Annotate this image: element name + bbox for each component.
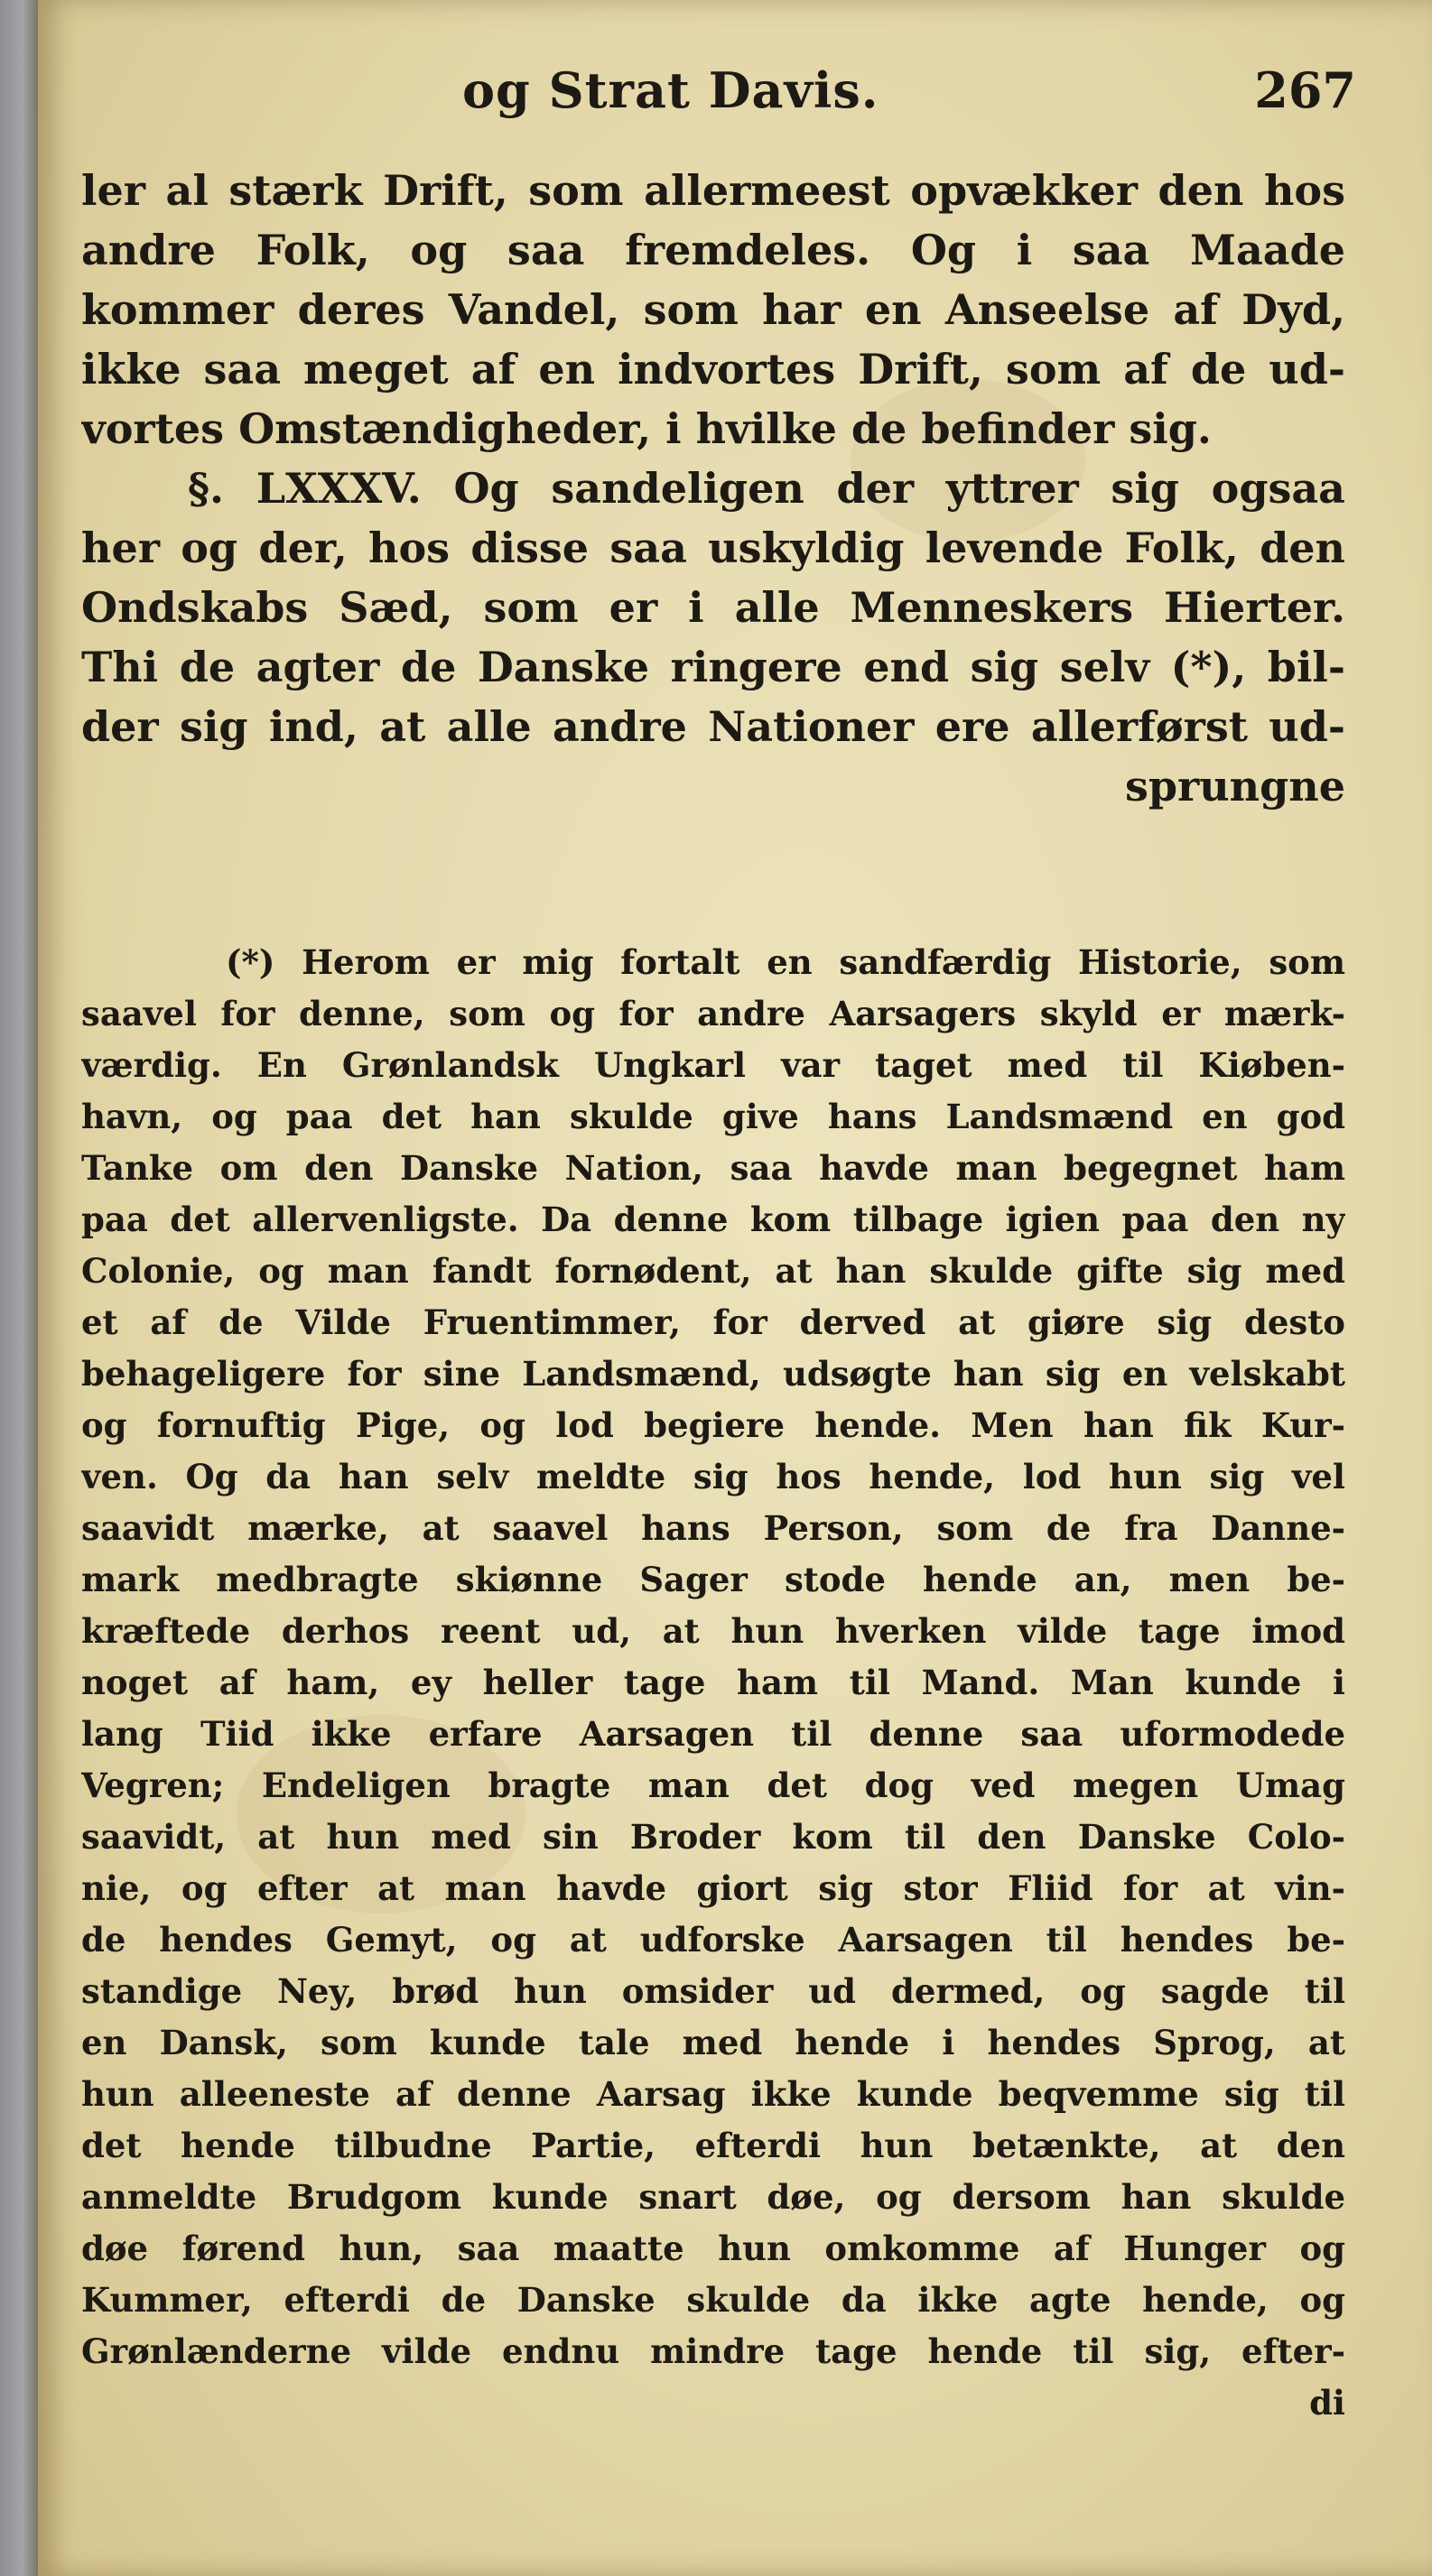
footnote-line: et af de Vilde Fruentimmer, for derved at giøre sig desto: [81, 1302, 1345, 1342]
footnote-line: Grønlænderne vilde endnu mindre tage hende til sig, efter-: [81, 2331, 1345, 2371]
footnote-line: (*) Herom er mig fortalt en sandfærdig Historie, som: [226, 942, 1345, 982]
footnote-line: hun alleeneste af denne Aarsag ikke kunde beqvemme sig til: [81, 2074, 1345, 2114]
footnote-line: og fornuftig Pige, og lod begiere hende. Men han fik Kur-: [81, 1405, 1345, 1445]
text-line: andre Folk, og saa fremdeles. Og i saa Maade: [81, 226, 1345, 274]
footnote-line: Vegren; Endeligen bragte man det dog ved megen Umag: [81, 1765, 1345, 1805]
footnote-line: Tanke om den Danske Nation, saa havde man begegnet ham: [81, 1148, 1345, 1188]
footnote-line: Kummer, efterdi de Danske skulde da ikke agte hende, og: [81, 2280, 1345, 2320]
footnote-line: saavidt mærke, at saavel hans Person, som de fra Danne-: [81, 1508, 1345, 1548]
footnote-line: noget af ham, ey heller tage ham til Mand. Man kunde i: [81, 1663, 1345, 1702]
text-line: kommer deres Vandel, som har en Anseelse af Dyd,: [81, 285, 1345, 334]
footnote-line: Colonie, og man fandt fornødent, at han skulde gifte sig med: [81, 1251, 1345, 1291]
main-text-block: [81, 161, 1345, 816]
footnote-line: ven. Og da han selv meldte sig hos hende, lod hun sig vel: [81, 1457, 1345, 1496]
footnote-line: paa det allervenligste. Da denne kom tilbage igien paa den ny: [81, 1200, 1345, 1239]
book-page: [38, 0, 1432, 2576]
footnote-line: døe førend hun, saa maatte hun omkomme af Hunger og: [81, 2229, 1345, 2268]
text-line: der sig ind, at alle andre Nationer ere allerførst ud-: [81, 702, 1345, 751]
scan-background-edge: [0, 0, 38, 2576]
text-line: ler al stærk Drift, som allermeest opvækker den hos: [81, 166, 1345, 215]
footnote-line: anmeldte Brudgom kunde snart døe, og dersom han skulde: [81, 2177, 1345, 2217]
footnote-line: saavidt, at hun med sin Broder kom til den Danske Colo-: [81, 1817, 1345, 1857]
footnote-line: værdig. En Grønlandsk Ungkarl var taget med til Kiøben-: [81, 1045, 1345, 1085]
footnote-line: en Dansk, som kunde tale med hende i hendes Sprog, at: [81, 2023, 1345, 2062]
footnote-line: standige Ney, brød hun omsider ud dermed, og sagde til: [81, 1971, 1345, 2011]
footnote-line: behageligere for sine Landsmænd, udsøgte han sig en velskabt: [81, 1354, 1345, 1394]
footnote-line: mark medbragte skiønne Sager stode hende an, men be-: [81, 1560, 1345, 1599]
page-number: 267: [1254, 61, 1356, 119]
footnote-line: havn, og paa det han skulde give hans Landsmænd en god: [81, 1097, 1345, 1136]
footnote-line: nie, og efter at man havde giort sig stor Fliid for at vin-: [81, 1868, 1345, 1908]
text-line: Thi de agter de Danske ringere end sig selv (*), bil-: [81, 643, 1345, 691]
text-line: vortes Omstændigheder, i hvilke de befinder sig.: [81, 404, 1212, 453]
catchword: sprungne: [1124, 762, 1345, 811]
footnote-line: de hendes Gemyt, og at udforske Aarsagen til hendes be-: [81, 1920, 1345, 1960]
footnote-block: [81, 937, 1345, 2429]
footnote-line: saavel for denne, som og for andre Aarsagers skyld er mærk-: [81, 994, 1345, 1033]
footnote-line: lang Tiid ikke erfare Aarsagen til denne saa uformodede: [81, 1714, 1345, 1754]
text-line: §. LXXXV. Og sandeligen der yttrer sig ogsaa: [188, 464, 1345, 513]
footnote-line: kræftede derhos reent ud, at hun hverken vilde tage imod: [81, 1611, 1345, 1651]
running-head: og Strat Davis.: [462, 61, 879, 119]
text-line: her og der, hos disse saa uskyldig levende Folk, den: [81, 524, 1345, 572]
text-line: Ondskabs Sæd, som er i alle Menneskers Hierter.: [81, 583, 1345, 632]
footnote-line: det hende tilbudne Partie, efterdi hun betænkte, at den: [81, 2126, 1345, 2165]
text-line: ikke saa meget af en indvortes Drift, som af de ud-: [81, 345, 1345, 394]
footnote-catchword: di: [1309, 2383, 1345, 2423]
